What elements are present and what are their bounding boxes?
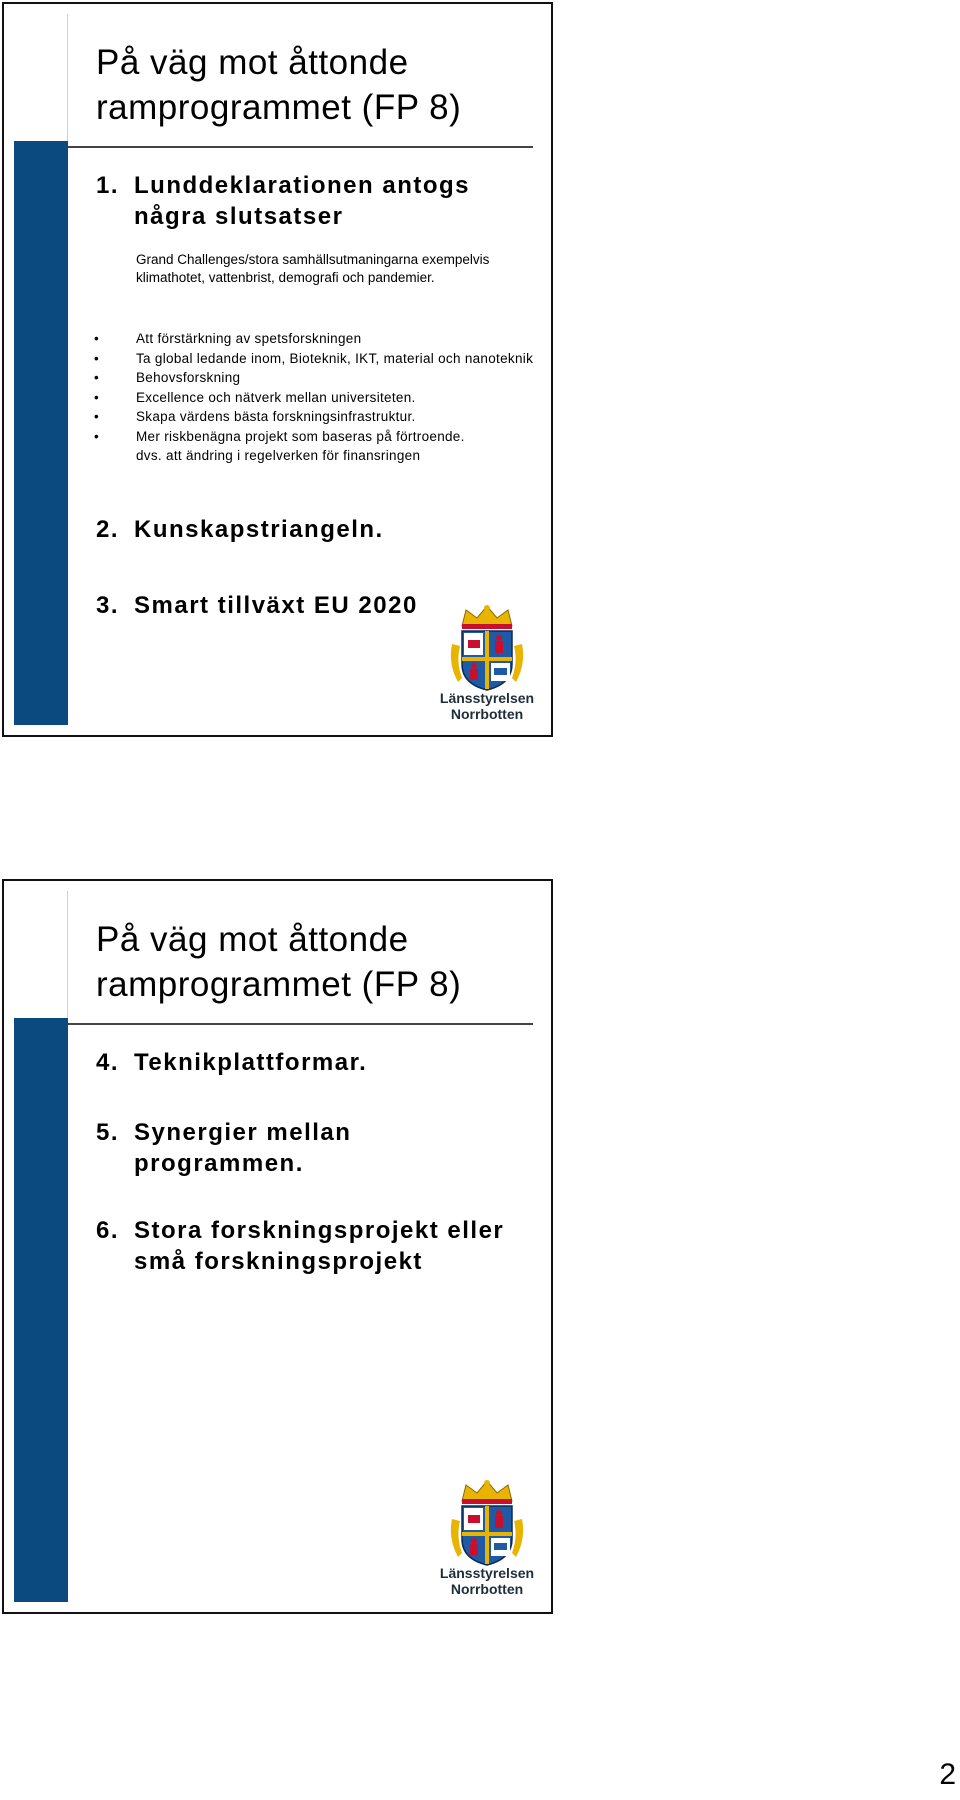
bullet-glyph: • (94, 370, 100, 385)
list-item-continuation (94, 446, 534, 466)
logo-text-line2: Norrbotten (450, 1581, 524, 1597)
section-text: Teknikplattformar. (134, 1049, 368, 1076)
slide-2 (2, 879, 553, 1614)
bullet-glyph: • (94, 389, 100, 405)
bullet-text: Excellence och nätverk mellan universiteten. (136, 389, 416, 405)
section-text: Smart tillväxt EU 2020 (134, 592, 418, 619)
bullet-list (94, 329, 534, 466)
section-number: 3. (96, 592, 120, 619)
lansstyrelsen-logo (432, 604, 542, 724)
section-heading-4 (96, 1047, 529, 1078)
list-item (94, 427, 534, 447)
bullet-text: Ta global ledande inom, Bioteknik, IKT, material och nanoteknik (136, 350, 534, 366)
section-heading-5 (96, 1117, 529, 1179)
slide-sidebar (14, 14, 68, 725)
section-heading-1 (96, 170, 529, 232)
lansstyrelsen-logo (432, 1479, 542, 1599)
section-text: Kunskapstriangeln. (134, 516, 384, 543)
section-number: 2. (96, 516, 120, 543)
list-item (94, 368, 534, 388)
bullet-text: Att förstärkning av spetsforskningen (136, 331, 362, 346)
slide-1 (2, 2, 553, 737)
slide-sidebar (14, 891, 68, 1602)
coat-of-arms-icon (444, 604, 530, 692)
logo-text-line2: Norrbotten (450, 706, 524, 722)
list-item (94, 349, 534, 369)
section-heading-2 (96, 514, 529, 545)
list-item (94, 329, 534, 349)
bullet-glyph: • (94, 409, 100, 424)
list-item (94, 388, 534, 408)
sidebar-top (14, 14, 68, 141)
intro-paragraph: Grand Challenges/stora samhällsutmaningarna exempelvis klimathotet, vattenbrist, demografi och pandemier. (136, 252, 490, 285)
section-number: 1. (96, 172, 120, 199)
section-number: 4. (96, 1049, 120, 1076)
section-number: 6. (96, 1217, 120, 1244)
title-divider (68, 146, 533, 148)
section-text: Stora forskningsprojekt eller små forskningsprojekt (134, 1217, 505, 1275)
bullet-glyph: • (94, 428, 100, 444)
logo-text-line1: Länsstyrelsen (439, 690, 535, 706)
bullet-glyph: • (94, 350, 100, 366)
sidebar-top (14, 891, 68, 1018)
coat-of-arms-icon (444, 1479, 530, 1567)
section-text: Synergier mellan programmen. (134, 1119, 352, 1177)
list-item (94, 407, 534, 427)
section-heading-6 (96, 1215, 529, 1277)
bullet-glyph: • (94, 331, 100, 346)
logo-text-line1: Länsstyrelsen (439, 1565, 535, 1581)
bullet-text: Behovsforskning (136, 370, 241, 385)
bullet-text: Mer riskbenägna projekt som baseras på förtroende. (136, 428, 465, 444)
bullet-text: Skapa värdens bästa forskningsinfrastruktur. (136, 409, 416, 424)
page-number: 2 (939, 1758, 956, 1791)
section-number: 5. (96, 1119, 120, 1146)
slide-title: På väg mot åttonde ramprogrammet (FP 8) (96, 920, 462, 1004)
slide-title: På väg mot åttonde ramprogrammet (FP 8) (96, 43, 462, 127)
section-text: Lunddeklarationen antogs några slutsatser (134, 172, 471, 230)
bullet-text: dvs. att ändring i regelverken för finansringen (136, 448, 421, 463)
title-divider (68, 1023, 533, 1025)
